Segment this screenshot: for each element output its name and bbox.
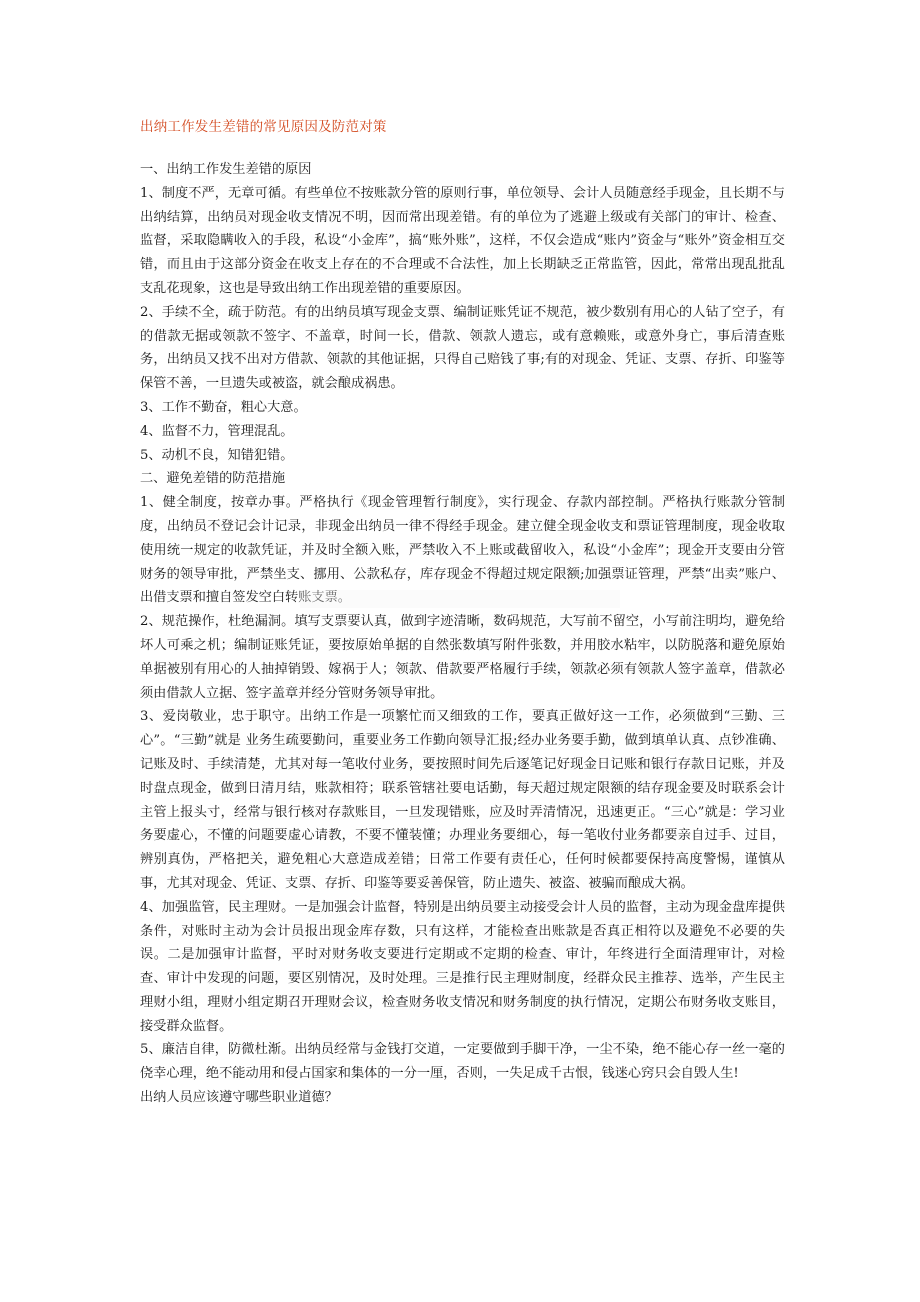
paragraph-measure-4: 4、加强监管，民主理财。一是加强会计监督，特别是出纳员要主动接受会计人员的监督，主动为现金盘库提供条件，对账时主动为会计员报出现金库存数，只有这样，才能检查出账款是否真正相符以及避免不必要的失误。二是加强审计监督，平时对财务收支要进行定期或不定期的检查、审计，年终进行全面清理审计，对检查、审计中发现的问题，要区别情况，及时处理。三是推行民主理财制度，经群众民主推荐、选举，产生民主理财小组，理财小组定期召开理财会议，检查财务收支情况和财务制度的执行情况，定期公布财务收支账目，接受群众监督。 <box>140 899 785 1034</box>
paragraph-cause-4: 4、监督不力，管理混乱。 <box>140 423 294 439</box>
paragraph-measure-2: 2、规范操作，杜绝漏洞。填写支票要认真，做到字迹清晰，数码规范，大写前不留空，小写前注明均，避免给坏人可乘之机；编制证账凭证，要按原始单据的自然张数填写附件张数，并用胶水粘牢，以防脱落和避免原始单据被别有用心的人抽掉销毁、嫁祸于人；领款、借款要严格履行手续，领款必须有领款人签字盖章，借款必须由借款人立据、签字盖章并经分管财务领导审批。 <box>140 614 785 701</box>
document-title: 出纳工作发生差错的常见原因及防范对策 <box>140 119 387 135</box>
paragraph-cause-3: 3、工作不勤奋，粗心大意。 <box>140 399 307 415</box>
paragraph-cause-2: 2、手续不全，疏于防范。有的出纳员填写现金支票、编制证账凭证不规范，被少数别有用心的人钻了空子，有的借款无据或领款不签字、不盖章，时间一长，借款、领款人遗忘，或有意赖账，或意外身亡，事后清查账务，出纳员又找不出对方借款、领款的其他证据，只得自己赔钱了事;有的对现金、凭证、支票、存折、印鉴等保管不善，一旦遗失或被盗，就会酿成祸患。 <box>140 304 785 392</box>
paragraph-cause-1: 1、制度不严，无章可循。有些单位不按账款分管的原则行事，单位领导、会计人员随意经手现金，且长期不与出纳结算，出纳员对现金收支情况不明，因而常出现差错。有的单位为了逃避上级或有关部门的审计、检查、监督，采取隐瞒收入的手段，私设“小金库”，搞“账外账”，这样，不仅会造成“账内”资金与“账外”资金相互交错，而且由于这部分资金在收支上存在的不合理或不合法性，加上长期缺乏正常监管，因此，常常出现乱批乱支乱花现象，这也是导致出纳工作出现差错的重要原因。 <box>140 185 785 296</box>
section-heading-causes: 一、出纳工作发生差错的原因 <box>140 162 312 177</box>
document-body <box>140 158 785 1110</box>
paragraph-measure-5: 5、廉洁自律，防微杜渐。出纳员经常与金钱打交道，一定要做到手脚干净，一尘不染，绝不能心存一丝一毫的侥幸心理，绝不能动用和侵占国家和集体的一分一厘，否则，一失足成千古恨，钱迷心窍只会自毁人生! <box>140 1042 785 1082</box>
paragraph-measure-3: 3、爱岗敬业，忠于职守。出纳工作是一项繁忙而又细致的工作，要真正做好这一工作，必须做到“三勤、三心”。“三勤”就是 业务生疏要勤问，重要业务工作勤向领导汇报;经办业务要手勤，做到填单认真、点钞准确、记账及时、手续清楚，尤其对每一笔收付业务，要按照时间先后逐笔记好现金日记账和银行存款日记账，并及时盘点现金，做到日清月结，账款相符；联系管辖社要电话勤，每天超过规定限额的结存现金要及时联系会计主管上报头寸，经常与银行核对存款账目，一旦发现错账，应及时弄清情况，迅速更正。“三心”就是：学习业务要虚心，不懂的问题要虚心请教，不要不懂装懂；办理业务要细心，每一笔收付业务都要亲自过手、过目，辨别真伪，严格把关，避免粗心大意造成差错；日常工作要有责任心，任何时候都要保持高度警惕，谨慎从事，尤其对现金、凭证、支票、存折、印鉴等要妥善保管，防止遗失、被盗、被骗而酿成大祸。 <box>140 709 785 891</box>
paragraph-measure-1: 1、健全制度，按章办事。严格执行《现金管理暂行制度》，实行现金、存款内部控制。严格执行账款分管制度，出纳员不登记会计记录，非现金出纳员一律不得经手现金。建立健全现金收支和票证管理制度，现金收取使用统一规定的收款凭证，并及时全额入账，严禁收入不上账或截留收入，私设“小金库”；现金开支要由分管财务的领导审批，严禁坐支、挪用、公款私存，库存现金不得超过规定限额;加强票证管理，严禁“出卖”账户、出借支票和擅自签发空白转账支票。 <box>140 495 785 606</box>
closing-question: 出纳人员应该遵守哪些职业道德？ <box>140 1090 338 1106</box>
paragraph-cause-5: 5、动机不良，知错犯错。 <box>140 447 294 463</box>
section-heading-measures: 二、避免差错的防范措施 <box>140 471 286 487</box>
